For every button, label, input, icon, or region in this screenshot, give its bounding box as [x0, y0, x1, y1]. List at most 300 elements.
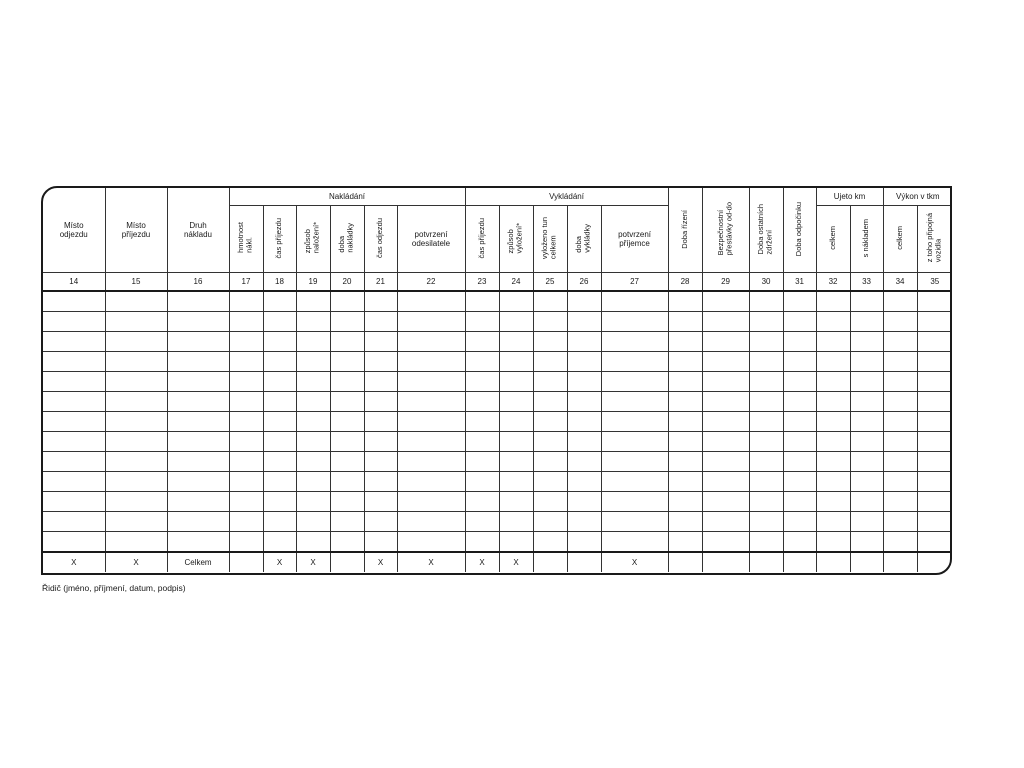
entry-cell[interactable]: [783, 392, 816, 412]
entry-cell[interactable]: [105, 532, 167, 553]
column-number-row: [43, 273, 952, 292]
entry-cell[interactable]: [263, 372, 296, 392]
entry-cell[interactable]: [850, 532, 883, 553]
entry-cell[interactable]: [783, 472, 816, 492]
entry-cell[interactable]: [702, 452, 749, 472]
entry-cell[interactable]: [229, 312, 263, 332]
entry-cell[interactable]: [567, 532, 601, 553]
header-cell: Doba ostatních zdržení: [749, 188, 783, 273]
entry-cell[interactable]: [229, 492, 263, 512]
entry-cell[interactable]: [296, 452, 330, 472]
entry-cell[interactable]: [263, 472, 296, 492]
entry-cell[interactable]: [668, 492, 702, 512]
entry-cell[interactable]: [917, 372, 952, 392]
header-cell: potvrzení odesilatele: [397, 206, 465, 273]
entry-cell[interactable]: [917, 532, 952, 553]
entry-cell[interactable]: [749, 312, 783, 332]
entry-cell[interactable]: [229, 392, 263, 412]
entry-cell[interactable]: [465, 472, 499, 492]
entry-cell[interactable]: [330, 392, 364, 412]
entry-cell[interactable]: [167, 352, 229, 372]
entry-cell[interactable]: [567, 512, 601, 532]
entry-cell[interactable]: [749, 332, 783, 352]
entry-cell[interactable]: [105, 392, 167, 412]
entry-cell[interactable]: [533, 412, 567, 432]
entry-cell[interactable]: [816, 472, 850, 492]
entry-cell[interactable]: [601, 472, 668, 492]
entry-cell[interactable]: [397, 312, 465, 332]
entry-cell[interactable]: [668, 452, 702, 472]
entry-cell[interactable]: [783, 512, 816, 532]
entry-cell[interactable]: [917, 352, 952, 372]
entry-cell[interactable]: [533, 291, 567, 312]
entry-cell[interactable]: [601, 372, 668, 392]
entry-cell[interactable]: [850, 432, 883, 452]
entry-cell[interactable]: [397, 532, 465, 553]
entry-cell[interactable]: [850, 312, 883, 332]
entry-cell[interactable]: [330, 472, 364, 492]
entry-cell[interactable]: [816, 452, 850, 472]
entry-cell[interactable]: [465, 332, 499, 352]
entry-cell[interactable]: [783, 312, 816, 332]
entry-cell[interactable]: [917, 512, 952, 532]
entry-cell[interactable]: [702, 492, 749, 512]
entry-cell[interactable]: [883, 432, 917, 452]
entry-cell[interactable]: [749, 412, 783, 432]
entry-cell[interactable]: [816, 291, 850, 312]
entry-cell[interactable]: [917, 492, 952, 512]
entry-cell[interactable]: [397, 452, 465, 472]
entry-cell[interactable]: [229, 291, 263, 312]
entry-cell[interactable]: [533, 332, 567, 352]
entry-cell[interactable]: [465, 352, 499, 372]
entry-cell[interactable]: [364, 512, 397, 532]
entry-cell[interactable]: [105, 512, 167, 532]
entry-cell[interactable]: [883, 372, 917, 392]
entry-cell[interactable]: [465, 512, 499, 532]
entry-cell[interactable]: [167, 432, 229, 452]
entry-cell[interactable]: [105, 452, 167, 472]
entry-cell[interactable]: [330, 372, 364, 392]
entry-cell[interactable]: [783, 291, 816, 312]
entry-cell[interactable]: [816, 512, 850, 532]
entry-cell[interactable]: [883, 352, 917, 372]
total-cell: X: [465, 552, 499, 572]
entry-cell[interactable]: [263, 412, 296, 432]
entry-cell[interactable]: [364, 291, 397, 312]
entry-cell[interactable]: [397, 412, 465, 432]
entry-cell[interactable]: [601, 392, 668, 412]
entry-cell[interactable]: [263, 512, 296, 532]
entry-cell[interactable]: [330, 512, 364, 532]
entry-cell[interactable]: [702, 432, 749, 452]
entry-cell[interactable]: [499, 472, 533, 492]
entry-cell[interactable]: [567, 412, 601, 432]
entry-cell[interactable]: [533, 432, 567, 452]
entry-cell[interactable]: [43, 291, 105, 312]
entry-cell[interactable]: [499, 432, 533, 452]
entry-cell[interactable]: [397, 352, 465, 372]
entry-cell[interactable]: [43, 512, 105, 532]
entry-cell[interactable]: [783, 332, 816, 352]
entry-cell[interactable]: [296, 291, 330, 312]
entry-cell[interactable]: [167, 332, 229, 352]
entry-cell[interactable]: [917, 291, 952, 312]
entry-cell[interactable]: [364, 392, 397, 412]
entry-cell[interactable]: [465, 532, 499, 553]
entry-cell[interactable]: [702, 392, 749, 412]
entry-cell[interactable]: [296, 512, 330, 532]
entry-cell[interactable]: [43, 332, 105, 352]
entry-cell[interactable]: [330, 492, 364, 512]
entry-cell[interactable]: [397, 512, 465, 532]
entry-cell[interactable]: [668, 312, 702, 332]
entry-cell[interactable]: [816, 492, 850, 512]
entry-cell[interactable]: [668, 332, 702, 352]
entry-cell[interactable]: [883, 492, 917, 512]
entry-cell[interactable]: [229, 432, 263, 452]
entry-cell[interactable]: [883, 512, 917, 532]
entry-cell[interactable]: [499, 532, 533, 553]
entry-cell[interactable]: [749, 352, 783, 372]
entry-cell[interactable]: [397, 372, 465, 392]
entry-cell[interactable]: [330, 532, 364, 553]
entry-cell[interactable]: [465, 452, 499, 472]
entry-cell[interactable]: [43, 492, 105, 512]
entry-cell[interactable]: [330, 432, 364, 452]
entry-cell[interactable]: [917, 472, 952, 492]
entry-cell[interactable]: [105, 492, 167, 512]
entry-cell[interactable]: [883, 452, 917, 472]
entry-cell[interactable]: [702, 332, 749, 352]
entry-cell[interactable]: [229, 372, 263, 392]
entry-cell[interactable]: [883, 532, 917, 553]
entry-cell[interactable]: [668, 532, 702, 553]
entry-cell[interactable]: [917, 392, 952, 412]
entry-cell[interactable]: [364, 352, 397, 372]
entry-cell[interactable]: [229, 532, 263, 553]
transport-log-form: [41, 186, 952, 575]
entry-cell[interactable]: [567, 392, 601, 412]
entry-cell[interactable]: [263, 392, 296, 412]
entry-cell[interactable]: [499, 352, 533, 372]
entry-cell[interactable]: [499, 512, 533, 532]
entry-cell[interactable]: [533, 392, 567, 412]
entry-cell[interactable]: [397, 291, 465, 312]
entry-cell[interactable]: [850, 372, 883, 392]
entry-cell[interactable]: [567, 492, 601, 512]
entry-cell[interactable]: [668, 412, 702, 432]
entry-cell[interactable]: [816, 392, 850, 412]
entry-cell[interactable]: [43, 392, 105, 412]
entry-cell[interactable]: [668, 472, 702, 492]
entry-cell[interactable]: [105, 352, 167, 372]
entry-cell[interactable]: [465, 291, 499, 312]
entry-cell[interactable]: [296, 532, 330, 553]
entry-cell[interactable]: [263, 352, 296, 372]
entry-cell[interactable]: [167, 472, 229, 492]
entry-cell[interactable]: [229, 352, 263, 372]
entry-cell[interactable]: [43, 312, 105, 332]
entry-cell[interactable]: [105, 472, 167, 492]
entry-cell[interactable]: [601, 332, 668, 352]
entry-cell[interactable]: [43, 372, 105, 392]
entry-cell[interactable]: [364, 532, 397, 553]
entry-cell[interactable]: [567, 352, 601, 372]
entry-cell[interactable]: [702, 352, 749, 372]
entry-cell[interactable]: [883, 332, 917, 352]
entry-cell[interactable]: [296, 332, 330, 352]
entry-cell[interactable]: [263, 312, 296, 332]
entry-cell[interactable]: [702, 412, 749, 432]
entry-cell[interactable]: [167, 372, 229, 392]
entry-cell[interactable]: [167, 512, 229, 532]
entry-cell[interactable]: [533, 492, 567, 512]
entry-cell[interactable]: [397, 392, 465, 412]
entry-cell[interactable]: [105, 412, 167, 432]
entry-cell[interactable]: [850, 492, 883, 512]
entry-cell[interactable]: [499, 452, 533, 472]
entry-cell[interactable]: [229, 452, 263, 472]
entry-cell[interactable]: [263, 332, 296, 352]
entry-cell[interactable]: [364, 452, 397, 472]
entry-cell[interactable]: [783, 432, 816, 452]
entry-cell[interactable]: [43, 472, 105, 492]
entry-cell[interactable]: [105, 332, 167, 352]
entry-cell[interactable]: [601, 352, 668, 372]
entry-cell[interactable]: [567, 372, 601, 392]
entry-cell[interactable]: [465, 412, 499, 432]
entry-cell[interactable]: [296, 492, 330, 512]
entry-cell[interactable]: [917, 432, 952, 452]
entry-cell[interactable]: [296, 472, 330, 492]
entry-cell[interactable]: [850, 472, 883, 492]
entry-cell[interactable]: [105, 291, 167, 312]
entry-cell[interactable]: [533, 472, 567, 492]
total-cell: [229, 552, 263, 572]
entry-cell[interactable]: [105, 372, 167, 392]
entry-cell[interactable]: [567, 452, 601, 472]
entry-cell[interactable]: [229, 472, 263, 492]
entry-cell[interactable]: [850, 291, 883, 312]
total-cell: [330, 552, 364, 572]
entry-cell[interactable]: [883, 392, 917, 412]
entry-cell[interactable]: [850, 412, 883, 432]
entry-cell[interactable]: [263, 532, 296, 553]
entry-cell[interactable]: [296, 372, 330, 392]
entry-cell[interactable]: [167, 412, 229, 432]
column-number: 30: [749, 273, 783, 292]
entry-cell[interactable]: [43, 452, 105, 472]
entry-cell[interactable]: [702, 532, 749, 553]
entry-cell[interactable]: [783, 532, 816, 553]
entry-cell[interactable]: [816, 432, 850, 452]
entry-cell[interactable]: [296, 312, 330, 332]
entry-cell[interactable]: [167, 291, 229, 312]
entry-cell[interactable]: [668, 352, 702, 372]
entry-cell[interactable]: [816, 352, 850, 372]
entry-cell[interactable]: [567, 312, 601, 332]
entry-cell[interactable]: [567, 291, 601, 312]
header-cell: s nákladem: [850, 206, 883, 273]
entry-cell[interactable]: [783, 452, 816, 472]
entry-cell[interactable]: [601, 432, 668, 452]
entry-cell[interactable]: [567, 472, 601, 492]
entry-cell[interactable]: [105, 312, 167, 332]
entry-cell[interactable]: [296, 432, 330, 452]
entry-cell[interactable]: [850, 352, 883, 372]
entry-cell[interactable]: [263, 452, 296, 472]
entry-cell[interactable]: [263, 291, 296, 312]
entry-cell[interactable]: [917, 332, 952, 352]
entry-cell[interactable]: [601, 492, 668, 512]
entry-cell[interactable]: [702, 291, 749, 312]
entry-cell[interactable]: [330, 412, 364, 432]
entry-cell[interactable]: [499, 392, 533, 412]
entry-cell[interactable]: [702, 372, 749, 392]
entry-cell[interactable]: [364, 372, 397, 392]
entry-cell[interactable]: [364, 472, 397, 492]
entry-cell[interactable]: [749, 432, 783, 452]
entry-cell[interactable]: [330, 291, 364, 312]
entry-cell[interactable]: [330, 452, 364, 472]
entry-cell[interactable]: [465, 372, 499, 392]
entry-cell[interactable]: [167, 532, 229, 553]
entry-cell[interactable]: [533, 352, 567, 372]
entry-cell[interactable]: [668, 372, 702, 392]
entry-cell[interactable]: [364, 492, 397, 512]
entry-cell[interactable]: [816, 372, 850, 392]
entry-cell[interactable]: [883, 291, 917, 312]
entry-cell[interactable]: [850, 512, 883, 532]
entry-cell[interactable]: [499, 312, 533, 332]
entry-cell[interactable]: [105, 432, 167, 452]
entry-cell[interactable]: [533, 372, 567, 392]
entry-cell[interactable]: [601, 412, 668, 432]
entry-cell[interactable]: [749, 512, 783, 532]
entry-cell[interactable]: [749, 472, 783, 492]
entry-cell[interactable]: [702, 312, 749, 332]
entry-cell[interactable]: [43, 412, 105, 432]
entry-cell[interactable]: [167, 492, 229, 512]
entry-cell[interactable]: [465, 312, 499, 332]
entry-cell[interactable]: [533, 452, 567, 472]
entry-cell[interactable]: [364, 312, 397, 332]
entry-cell[interactable]: [364, 332, 397, 352]
entry-cell[interactable]: [499, 492, 533, 512]
entry-cell[interactable]: [364, 432, 397, 452]
entry-cell[interactable]: [296, 392, 330, 412]
entry-cell[interactable]: [783, 372, 816, 392]
entry-cell[interactable]: [499, 332, 533, 352]
entry-cell[interactable]: [702, 512, 749, 532]
entry-cell[interactable]: [229, 412, 263, 432]
entry-cell[interactable]: [499, 291, 533, 312]
entry-cell[interactable]: [229, 512, 263, 532]
entry-cell[interactable]: [917, 412, 952, 432]
entry-cell[interactable]: [330, 352, 364, 372]
entry-cell[interactable]: [883, 412, 917, 432]
entry-cell[interactable]: [917, 452, 952, 472]
entry-cell[interactable]: [749, 291, 783, 312]
entry-cell[interactable]: [499, 372, 533, 392]
entry-cell[interactable]: [533, 532, 567, 553]
entry-cell[interactable]: [668, 432, 702, 452]
entry-cell[interactable]: [917, 312, 952, 332]
entry-cell[interactable]: [749, 452, 783, 472]
entry-cell[interactable]: [816, 532, 850, 553]
entry-cell[interactable]: [330, 332, 364, 352]
entry-cell[interactable]: [330, 312, 364, 332]
entry-cell[interactable]: [499, 412, 533, 432]
entry-cell[interactable]: [533, 512, 567, 532]
entry-cell[interactable]: [749, 392, 783, 412]
entry-cell[interactable]: [567, 332, 601, 352]
entry-cell[interactable]: [397, 432, 465, 452]
entry-cell[interactable]: [397, 492, 465, 512]
entry-cell[interactable]: [668, 512, 702, 532]
entry-cell[interactable]: [465, 392, 499, 412]
entry-cell[interactable]: [364, 412, 397, 432]
entry-cell[interactable]: [263, 492, 296, 512]
entry-cell[interactable]: [816, 332, 850, 352]
entry-cell[interactable]: [167, 452, 229, 472]
entry-cell[interactable]: [783, 412, 816, 432]
entry-cell[interactable]: [850, 452, 883, 472]
header-cell: celkem: [883, 206, 917, 273]
entry-cell[interactable]: [601, 312, 668, 332]
entry-cell[interactable]: [397, 472, 465, 492]
entry-cell[interactable]: [601, 512, 668, 532]
entry-cell[interactable]: [567, 432, 601, 452]
entry-cell[interactable]: [816, 412, 850, 432]
entry-cell[interactable]: [167, 392, 229, 412]
entry-cell[interactable]: [850, 392, 883, 412]
column-number: 20: [330, 273, 364, 292]
entry-cell[interactable]: [465, 432, 499, 452]
entry-cell[interactable]: [783, 492, 816, 512]
entry-cell[interactable]: [601, 532, 668, 553]
entry-cell[interactable]: [702, 472, 749, 492]
entry-cell[interactable]: [43, 432, 105, 452]
entry-cell[interactable]: [533, 312, 567, 332]
entry-cell[interactable]: [749, 532, 783, 553]
entry-cell[interactable]: [883, 312, 917, 332]
entry-cell[interactable]: [816, 312, 850, 332]
entry-cell[interactable]: [883, 472, 917, 492]
entry-cell[interactable]: [263, 432, 296, 452]
column-number: 17: [229, 273, 263, 292]
entry-cell[interactable]: [43, 532, 105, 553]
entry-cell[interactable]: [43, 352, 105, 372]
entry-cell[interactable]: [668, 392, 702, 412]
entry-cell[interactable]: [167, 312, 229, 332]
entry-cell[interactable]: [850, 332, 883, 352]
entry-cell[interactable]: [601, 291, 668, 312]
entry-cell[interactable]: [783, 352, 816, 372]
entry-cell[interactable]: [229, 332, 263, 352]
header-cell: z toho připojná vozidla: [917, 206, 952, 273]
entry-cell[interactable]: [296, 412, 330, 432]
entry-cell[interactable]: [601, 452, 668, 472]
entry-cell[interactable]: [668, 291, 702, 312]
entry-cell[interactable]: [465, 492, 499, 512]
entry-cell[interactable]: [749, 492, 783, 512]
table-row: [43, 472, 952, 492]
entry-cell[interactable]: [749, 372, 783, 392]
entry-cell[interactable]: [296, 352, 330, 372]
entry-cell[interactable]: [397, 332, 465, 352]
